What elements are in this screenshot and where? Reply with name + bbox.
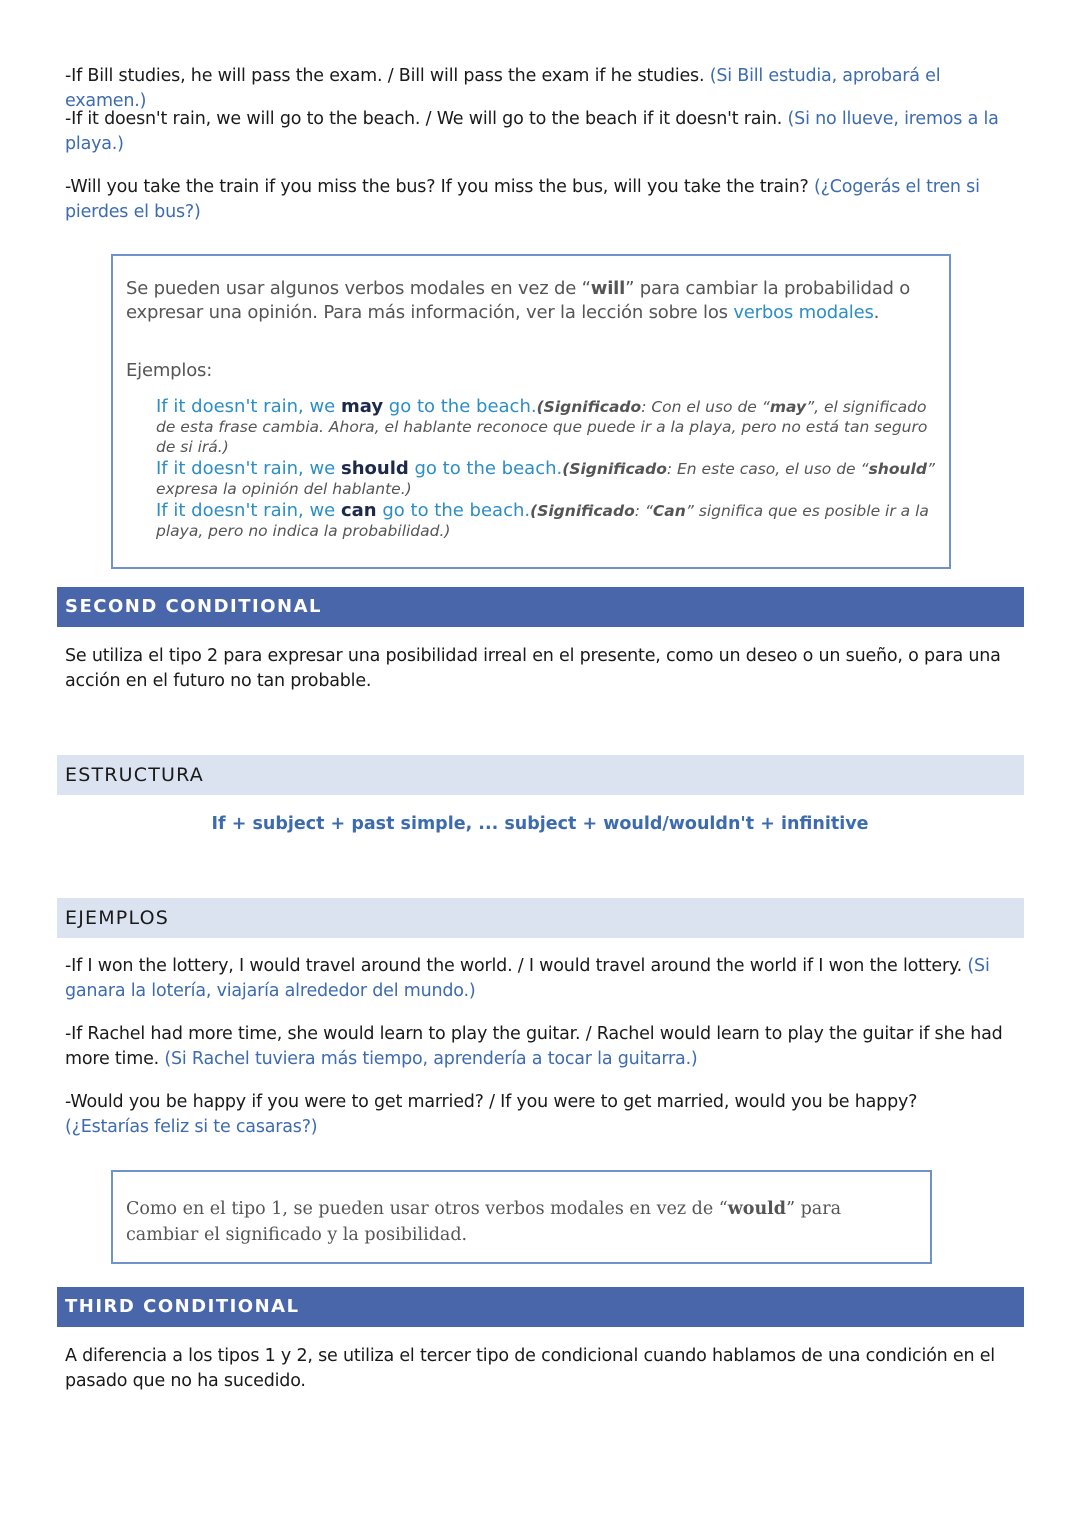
example-translation: (Si Rachel tuviera más tiempo, aprendería a tocar la guitarra.) (164, 1049, 698, 1069)
example-sentence (65, 175, 1015, 225)
example-english: -If Rachel had more time, she would learn to play the guitar. / Rachel would learn to play the guitar if she had more time. (65, 1024, 1003, 1069)
modal-verbs-intro: Se pueden usar algunos verbos modales en vez de “will” para cambiar la probabilidad o expresar una opinión. Para más información, ver la lección sobre los verbos modales. (126, 278, 911, 323)
subheading-ejemplos: EJEMPLOS (57, 898, 1024, 938)
keyword-would: would (727, 1199, 787, 1219)
subheading-estructura: ESTRUCTURA (57, 755, 1024, 795)
example-sentence (65, 1090, 1015, 1140)
example-english: -If it doesn't rain, we will go to the beach. / We will go to the beach if it doesn't rain. (65, 109, 783, 129)
keyword-will: will (590, 278, 626, 299)
example-sentence (65, 1022, 1015, 1072)
would-modal-note: Como en el tipo 1, se pueden usar otros verbos modales en vez de “would” para cambiar el significado y la posibilidad. (126, 1199, 842, 1245)
example-translation: (Si no llueve, iremos a la playa.) (65, 109, 999, 154)
example-english: -If Bill studies, he will pass the exam. / Bill will pass the exam if he studies. (65, 66, 705, 86)
modal-example: If it doesn't rain, we should go to the beach.(Significado: En este caso, el uso de “should” expresa la opinión del hablante.) (156, 458, 935, 498)
example-translation: (¿Estarías feliz si te casaras?) (65, 1117, 318, 1137)
example-english: -Will you take the train if you miss the bus? If you miss the bus, will you take the train? (65, 177, 809, 197)
ejemplos-label: Ejemplos: (126, 360, 213, 381)
example-english: -If I won the lottery, I would travel around the world. / I would travel around the world if I won the lottery. (65, 956, 963, 976)
example-sentence (65, 107, 1015, 157)
example-translation: (¿Cogerás el tren si pierdes el bus?) (65, 177, 980, 222)
example-sentence (65, 954, 1015, 1004)
structure-formula: If + subject + past simple, ... subject + would/wouldn't + infinitive (211, 814, 869, 834)
modal-example: If it doesn't rain, we may go to the beach.(Significado: Con el uso de “may”, el significado de esta frase cambia. Ahora, el hablante reconoce que puede ir a la playa, pero no está tan seguro de si irá.) (156, 396, 928, 456)
modal-keyword: can (340, 500, 377, 521)
modal-example: If it doesn't rain, we can go to the beach.(Significado: “Can” significa que es posible ir a la playa, pero no indica la probabilidad.) (156, 500, 929, 540)
example-translation: (Si Bill estudia, aprobará el examen.) (65, 66, 941, 111)
example-english: -Would you be happy if you were to get married? / If you were to get married, would you be happy? (65, 1092, 918, 1112)
section-heading-third-conditional: THIRD CONDITIONAL (57, 1287, 1024, 1327)
section-heading-second-conditional: SECOND CONDITIONAL (57, 587, 1024, 627)
modal-verbs-link[interactable]: verbos modales (733, 302, 874, 323)
modal-keyword: should (340, 458, 409, 479)
modal-keyword: may (340, 396, 384, 417)
example-translation: (Si ganara la lotería, viajaría alrededor del mundo.) (65, 956, 990, 1001)
third-conditional-description: A diferencia a los tipos 1 y 2, se utiliza el tercer tipo de condicional cuando hablamos de una condición en el pasado que no ha sucedido. (65, 1346, 995, 1391)
second-conditional-description: Se utiliza el tipo 2 para expresar una posibilidad irreal en el presente, como un deseo o un sueño, o para una acción en el futuro no tan probable. (65, 646, 1001, 691)
